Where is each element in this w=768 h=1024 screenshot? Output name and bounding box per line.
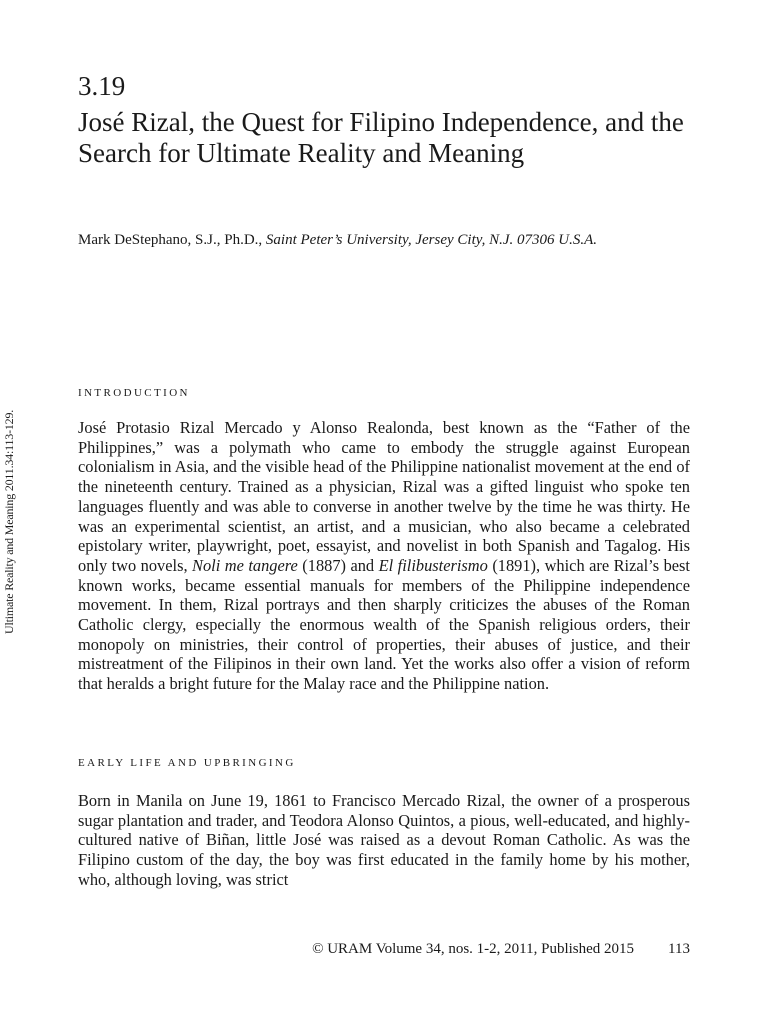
side-citation: [2, 384, 18, 634]
side-citation-text: Ultimate Reality and Meaning 2011.34:113-129.: [2, 409, 16, 634]
section-heading-introduction: INTRODUCTION: [78, 387, 190, 399]
author-block: [78, 231, 698, 250]
intro-text-2: (1887) and: [302, 555, 375, 575]
page-footer: [78, 940, 690, 958]
author-affiliation: Saint Peter’s University, Jersey City, N.J. 07306 U.S.A.: [265, 232, 597, 248]
article-number: 3.19: [78, 71, 126, 101]
early-life-paragraph: Born in Manila on June 19, 1861 to Francisco Mercado Rizal, the owner of a prosperous sugar plantation and trader, and Teodora Alonso Quintos, a pious, well-educated, and highly-cultured native of Biñan, little José was raised as a devout Roman Catholic. As was the Filipino custom of the day, the boy was first educated in the family home by his mother, who, although loving, was strict: [78, 791, 690, 889]
author-name: Mark DeStephano, S.J., Ph.D.,: [78, 232, 263, 248]
work-title-filibusterismo: El filibusterismo: [378, 555, 488, 575]
work-title-noli: Noli me tangere: [192, 555, 298, 575]
section-heading-early-life: EARLY LIFE AND UPBRINGING: [78, 757, 296, 769]
introduction-paragraph: [78, 418, 690, 694]
intro-text-1: José Protasio Rizal Mercado y Alonso Realonda, best known as the “Father of the Philippines,” was a polymath who came to embody the struggle against European colonialism in Asia, and the visible head of the Philippine nationalist movement at the end of the nineteenth century. Trained as a physician, Rizal was a gifted linguist who spoke ten languages fluently and was able to converse in another twelve by the time he was thirty. He was an experimental scientist, an artist, and a musician, who also became a celebrated epistolary writer, playwright, poet, essayist, and novelist in both Spanish and Tagalog. His only two novels,: [78, 418, 690, 575]
footer-citation: © URAM Volume 34, nos. 1-2, 2011, Published 2015: [312, 941, 635, 957]
page-number: 113: [668, 941, 690, 957]
article-title: José Rizal, the Quest for Filipino Independence, and the Search for Ultimate Reality and Meaning: [78, 107, 684, 168]
intro-text-3: (1891), which are Rizal’s best known works, became essential manuals for members of the Philippine independence movement. In them, Rizal portrays and then sharply criticizes the abuses of the Roman Catholic clergy, especially the enormous wealth of the Spanish religious orders, their monopoly on ministries, their control of properties, their abuses of justice, and their mistreatment of the Filipinos in their own land. Yet the works also offer a vision of reform that heralds a bright future for the Malay race and the Philippine nation.: [78, 555, 690, 694]
